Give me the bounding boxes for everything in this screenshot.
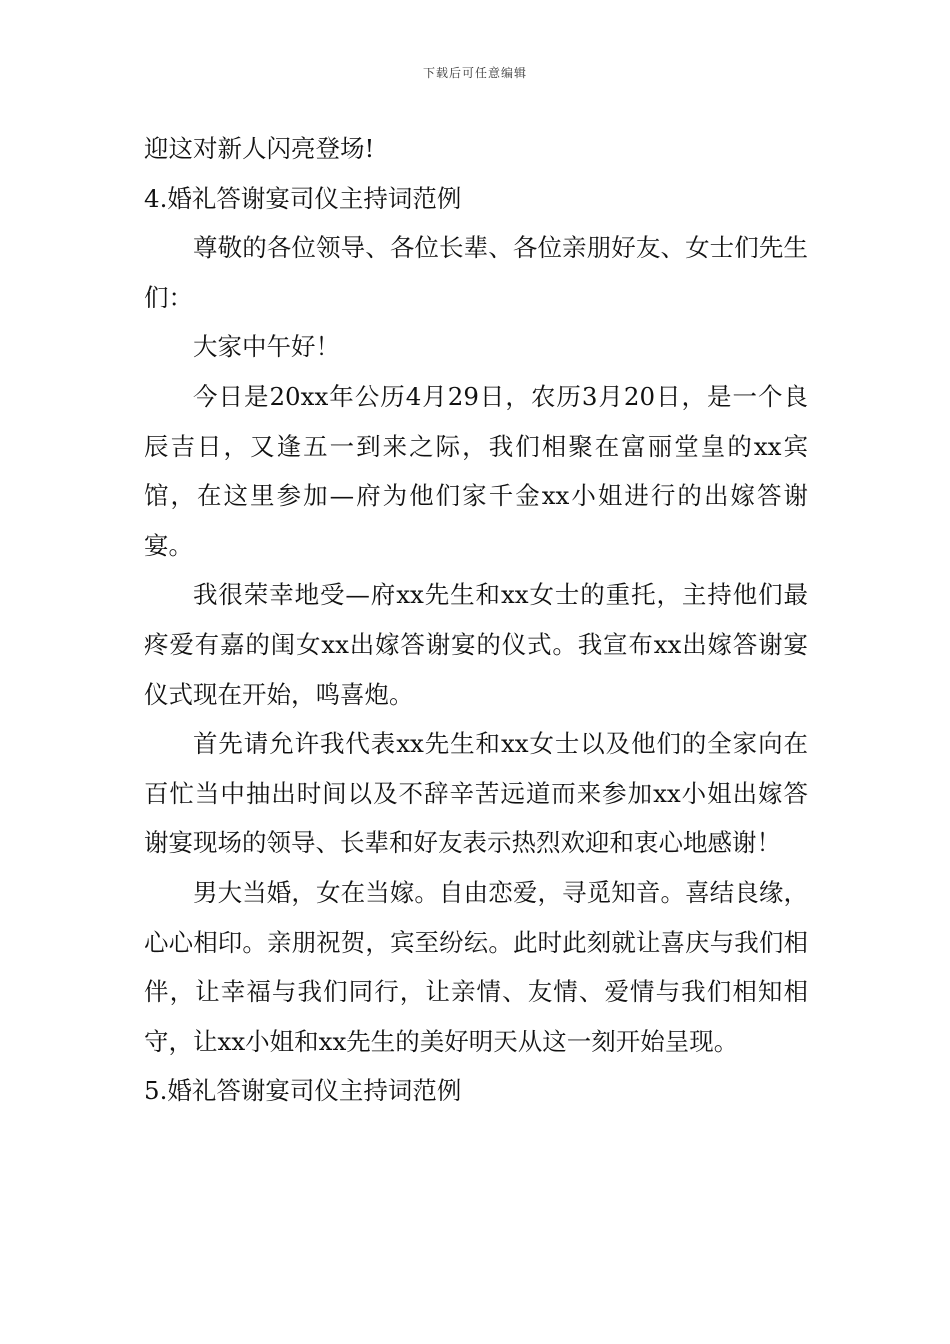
section-heading: 4.婚礼答谢宴司仪主持词范例 bbox=[144, 183, 462, 213]
paragraph: 男大当婚，女在当嫁。自由恋爱，寻觅知音。喜结良缘，心心相印。亲朋祝贺，宾至纷纭。此时此刻就让喜庆与我们相伴，让幸福与我们同行，让亲情、友情、爱情与我们相知相守，让xx小姐和xx先生的美好明天从这一刻开始呈现。 bbox=[144, 877, 808, 1056]
paragraph: 我很荣幸地受—府xx先生和xx女士的重托，主持他们最疼爱有嘉的闺女xx出嫁答谢宴的仪式。我宣布xx出嫁答谢宴仪式现在开始，鸣喜炮。 bbox=[144, 580, 808, 709]
document-body bbox=[144, 124, 808, 1116]
paragraph-continuation: 迎这对新人闪亮登场! bbox=[144, 134, 375, 163]
paragraph: 今日是20xx年公历4月29日，农历3月20日，是一个良辰吉日，又逢五一到来之际，我们相聚在富丽堂皇的xx宾馆，在这里参加—府为他们家千金xx小姐进行的出嫁答谢宴。 bbox=[144, 381, 808, 560]
paragraph: 首先请允许我代表xx先生和xx女士以及他们的全家向在百忙当中抽出时间以及不辞辛苦远道而来参加xx小姐出嫁答谢宴现场的领导、长辈和好友表示热烈欢迎和衷心地感谢！ bbox=[144, 729, 808, 858]
paragraph-salutation: 尊敬的各位领导、各位长辈、各位亲朋好友、女士们先生们： bbox=[144, 233, 808, 312]
section-heading: 5.婚礼答谢宴司仪主持词范例 bbox=[144, 1076, 462, 1106]
paragraph-greeting: 大家中午好！ bbox=[193, 332, 340, 362]
page-header: 下载后可任意编辑 bbox=[422, 66, 527, 80]
